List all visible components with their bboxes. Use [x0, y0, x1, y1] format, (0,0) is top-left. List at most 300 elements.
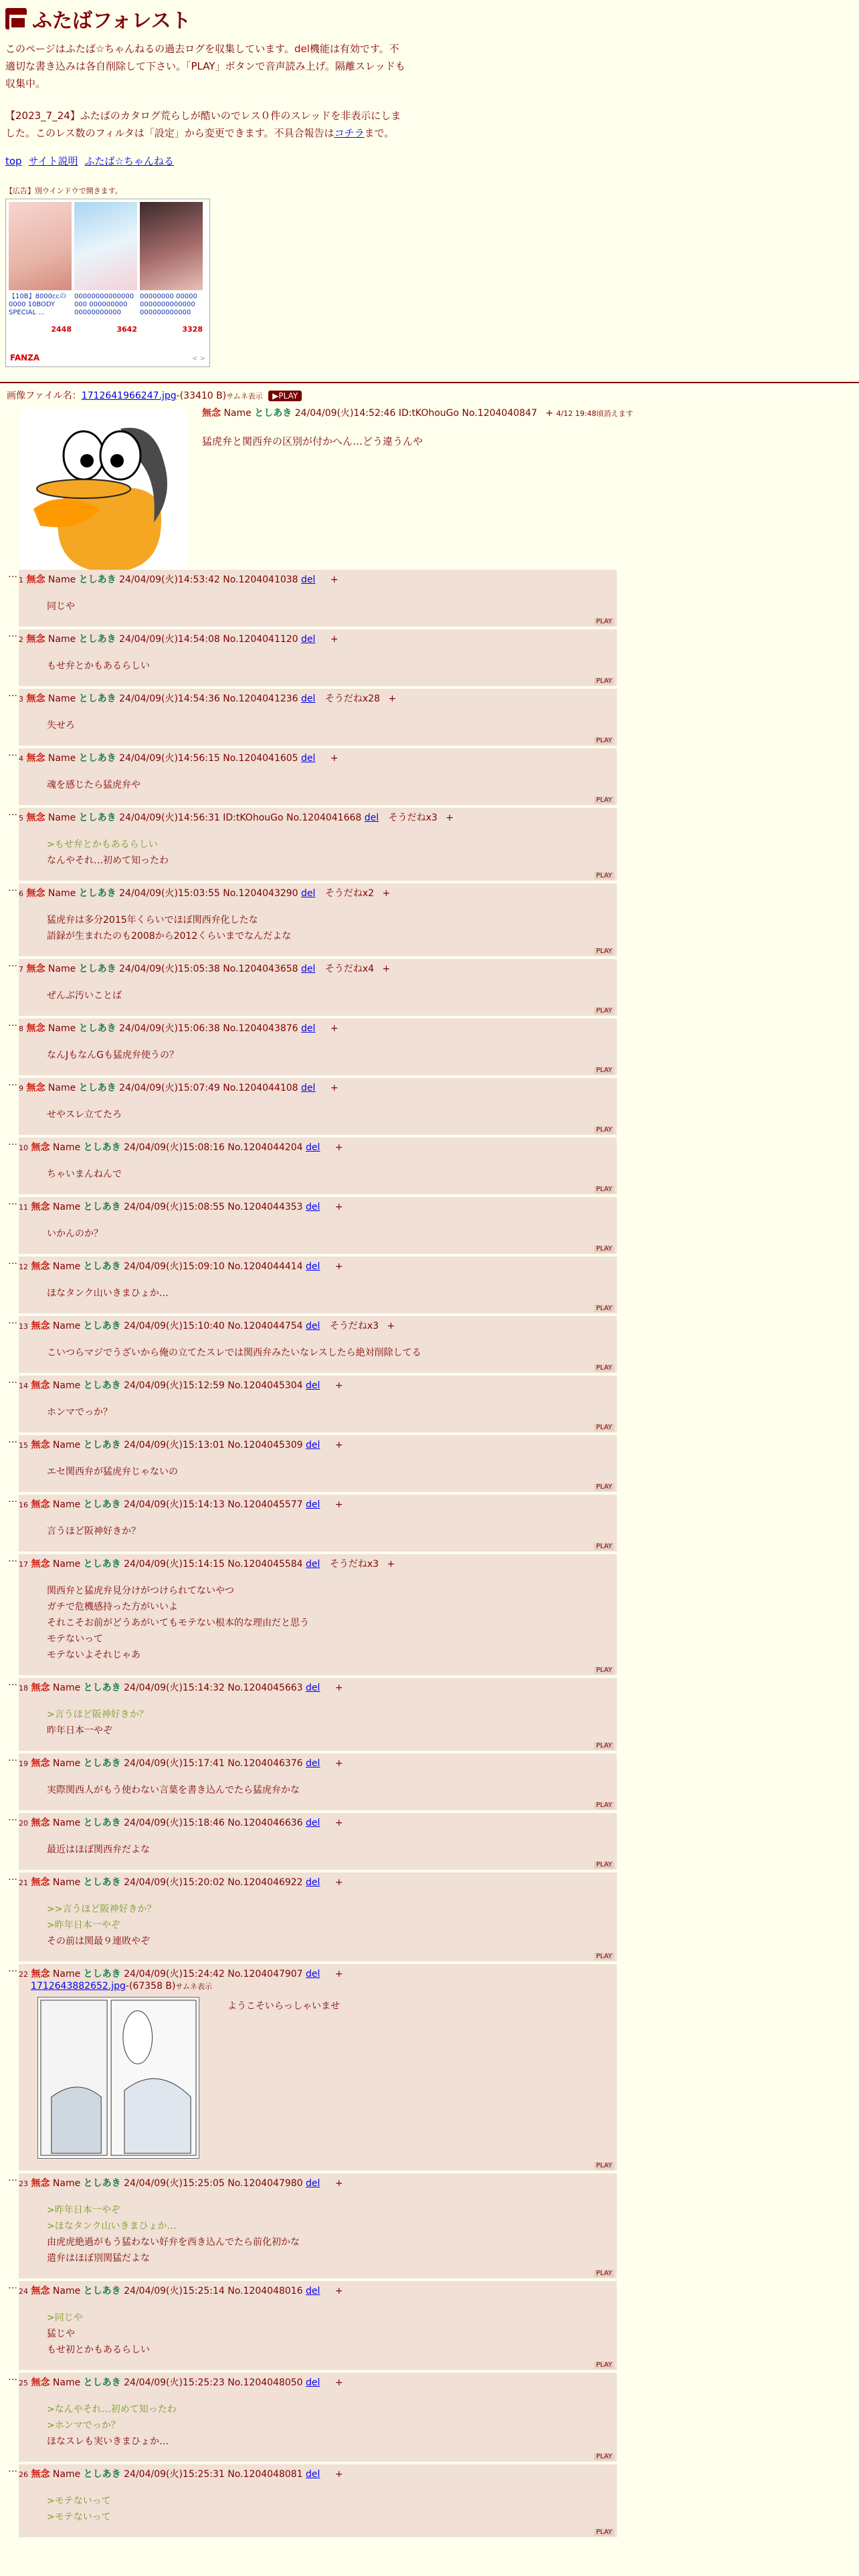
reply-body — [47, 1404, 613, 1420]
reply-dots: … — [8, 1196, 17, 1207]
sodane-plus[interactable]: + — [545, 408, 554, 419]
name-label: Name — [52, 1818, 81, 1828]
reply-post — [19, 748, 617, 805]
reply-meta — [19, 693, 613, 706]
poster-name: としあき — [78, 634, 116, 645]
sodane-count[interactable]: そうだねx3 — [329, 1321, 379, 1331]
poster-name: としあき — [83, 2469, 121, 2480]
post-number: No.1204043290 — [223, 888, 298, 899]
del-link[interactable]: del — [301, 1083, 316, 1093]
poster-name: としあき — [254, 408, 292, 419]
reply-index: 6 — [19, 889, 23, 898]
reply-index: 13 — [19, 1322, 28, 1331]
sodane-count[interactable]: そうだねx3 — [329, 1559, 379, 1570]
reply-post — [19, 1018, 617, 1075]
del-link[interactable]: del — [306, 1261, 320, 1272]
reply-dots: … — [8, 2372, 17, 2383]
reply-meta — [19, 887, 613, 900]
reply-index: 22 — [19, 1970, 28, 1979]
del-link[interactable]: del — [306, 2377, 320, 2388]
reply-dots: … — [8, 1375, 17, 1386]
reply-post — [19, 2173, 617, 2278]
sodane-count[interactable]: そうだねx28 — [324, 693, 380, 704]
reply-row — [0, 1495, 859, 1551]
poster-name: としあき — [83, 2178, 121, 2189]
reply-row — [0, 2464, 859, 2537]
reply-index: 21 — [19, 1879, 28, 1887]
del-link[interactable]: del — [301, 574, 316, 585]
reply-index: 4 — [19, 754, 23, 763]
quote-line: >言うほど阪神好きか？ — [47, 1709, 149, 1720]
post-date: 24/04/09(火)15:12:59 — [124, 1380, 225, 1391]
text-line: ほなスレも実いきまひょか… — [47, 2436, 169, 2447]
sodane-plus[interactable]: + — [382, 964, 391, 974]
poster-name: としあき — [83, 1559, 121, 1570]
site-logo-icon — [5, 8, 27, 29]
expire-note: 4/12 19:48頃消えます — [556, 409, 634, 418]
sodane-plus[interactable]: + — [330, 634, 339, 645]
subject: 無念 — [202, 408, 221, 419]
post-date: 24/04/09(火)14:56:15 — [119, 753, 220, 764]
sodane-plus[interactable]: + — [335, 1440, 343, 1451]
post-number: No.1204043658 — [223, 964, 298, 974]
reply-row — [0, 1376, 859, 1432]
reply-dots: … — [8, 1677, 17, 1688]
name-label: Name — [52, 1321, 81, 1331]
name-label: Name — [52, 1440, 81, 1451]
ad-label: 【広告】別ウインドウで開きます。 — [5, 187, 122, 195]
reply-index: 3 — [19, 695, 23, 704]
quote-line: >モテないって — [47, 2496, 111, 2506]
subject: 無念 — [31, 1380, 50, 1391]
text-line: ちゃいまんねんで — [47, 1169, 122, 1180]
poster-name: としあき — [83, 1499, 121, 1510]
text-line: モテないって — [47, 1634, 103, 1644]
play-button[interactable]: PLAY — [594, 1424, 614, 1431]
play-button[interactable]: PLAY — [594, 1802, 614, 1809]
del-link[interactable]: del — [306, 1877, 320, 1888]
del-link[interactable]: del — [364, 813, 379, 823]
site-title: ふたばフォレスト — [32, 9, 191, 33]
del-link[interactable]: del — [306, 2286, 320, 2296]
reply-row — [0, 1964, 859, 2171]
subject: 無念 — [31, 1758, 50, 1769]
post-number: No.1204043876 — [223, 1023, 298, 1034]
play-label: PLAY — [278, 391, 298, 401]
play-button[interactable]: PLAY — [594, 2270, 614, 2277]
reply-body — [47, 1107, 613, 1123]
reply-meta — [19, 2177, 613, 2190]
text-line: ぜんぶ汚いことば — [47, 990, 122, 1001]
reply-body — [47, 1464, 613, 1480]
name-label: Name — [47, 574, 76, 585]
sodane-plus[interactable]: + — [335, 1969, 343, 1979]
poster-name: としあき — [78, 753, 116, 764]
play-button[interactable]: PLAY — [594, 618, 614, 625]
reply-meta — [19, 1320, 613, 1333]
post-number: No.1204047980 — [227, 2178, 303, 2189]
ad-caption[interactable]: 00000000 00000 0000000000000 000000000000 — [140, 293, 197, 316]
play-button[interactable]: PLAY — [594, 1667, 614, 1674]
reply-body — [47, 777, 613, 793]
reply-meta — [19, 2377, 613, 2389]
del-link[interactable]: del — [301, 1023, 316, 1034]
text-line: ようこそいらっしゃいませ — [227, 2001, 340, 2012]
post-date: 24/04/09(火)15:14:32 — [124, 1683, 225, 1693]
op-thumbnail-duck[interactable] — [20, 409, 187, 576]
play-button[interactable]: PLAY — [594, 737, 614, 744]
reply-dots: … — [8, 2280, 17, 2291]
name-label: Name — [52, 1261, 81, 1272]
reply-index: 11 — [19, 1203, 28, 1212]
intro-line1b: 機能は有効です。不適切な書き込みは各自削除して下さい。「PLAY」ボタンで音声読み上げ。隔離スレッドも収集中。 — [5, 43, 405, 90]
play-button[interactable]: PLAY — [594, 1953, 614, 1960]
del-link[interactable]: del — [301, 693, 316, 704]
reply-index: 2 — [19, 635, 23, 644]
poster-name: としあき — [78, 1083, 116, 1093]
play-button[interactable]: PLAY — [594, 1186, 614, 1193]
play-button[interactable]: PLAY — [594, 1305, 614, 1312]
del-link[interactable]: del — [306, 1499, 320, 1510]
subject: 無念 — [26, 813, 45, 823]
ad-item[interactable] — [74, 202, 137, 334]
reply-row — [0, 1316, 859, 1373]
post-date: 24/04/09(火)15:13:01 — [124, 1440, 225, 1451]
reply-post — [19, 2281, 617, 2370]
reply-meta — [19, 2468, 613, 2481]
poster-name: としあき — [83, 1440, 121, 1451]
reply-row — [0, 2281, 859, 2370]
op-file-link[interactable]: 1712641966247.jpg — [81, 391, 177, 401]
name-label: Name — [52, 2286, 81, 2296]
post-number: No.1204040847 — [462, 408, 537, 419]
post-number: No.1204046636 — [227, 1818, 303, 1828]
reply-row — [0, 2173, 859, 2278]
post-number: No.1204048081 — [227, 2469, 303, 2480]
reply-post — [19, 1554, 617, 1675]
sodane-plus[interactable]: + — [446, 813, 454, 823]
reply-row — [0, 1078, 859, 1135]
post-number: No.1204046922 — [227, 1877, 303, 1888]
text-line: 失せろ — [47, 720, 75, 731]
reply-dots: … — [8, 1256, 17, 1267]
ad-price: 3328 — [182, 325, 203, 334]
play-button[interactable]: PLAY — [594, 677, 614, 685]
ad-thumbnail[interactable] — [140, 202, 203, 290]
reply-dots: … — [8, 2464, 17, 2474]
nav-links — [5, 154, 854, 168]
poster-name: としあき — [78, 888, 116, 899]
subject: 無念 — [31, 1142, 50, 1153]
file-size: -(67358 B) — [125, 1981, 176, 1992]
del-link[interactable]: del — [306, 1202, 320, 1212]
text-line: 同じや — [47, 601, 75, 612]
post-date: 24/04/09(火)15:25:23 — [124, 2377, 225, 2388]
fanza-logo: FANZA — [10, 353, 40, 362]
sodane-count[interactable]: そうだねx2 — [324, 888, 375, 899]
reply-body — [227, 1998, 340, 2159]
play-button[interactable]: PLAY — [594, 2361, 614, 2369]
reply-index: 23 — [19, 2179, 28, 2188]
poster-name: としあき — [78, 964, 116, 974]
op-meta — [202, 406, 633, 419]
text-line: 遣弁はほぼ別関猛だよな — [47, 2253, 150, 2264]
play-button[interactable]: PLAY — [594, 1742, 614, 1749]
text-line: 言うほど阪神好きか？ — [47, 1526, 140, 1537]
nav-futaba-link[interactable]: ふたば☆ちゃんねる — [84, 155, 174, 167]
sodane-plus[interactable]: + — [387, 1559, 395, 1570]
play-button[interactable]: PLAY — [594, 2162, 614, 2169]
reply-body — [47, 1166, 613, 1182]
del-link[interactable]: del — [306, 2178, 320, 2189]
file-label: 画像ファイル名： — [7, 391, 82, 401]
text-line: なんやそれ…初めて知ったわ — [47, 855, 169, 866]
play-button[interactable]: PLAY — [594, 1245, 614, 1253]
reply-body — [47, 1226, 613, 1242]
sodane-plus[interactable]: + — [335, 1758, 343, 1769]
thumb-note: サムネ表示 — [175, 1982, 212, 1991]
reply-body — [47, 718, 613, 734]
sodane-plus[interactable]: + — [330, 574, 339, 585]
reply-post — [19, 2373, 617, 2462]
reply-body — [47, 1707, 613, 1739]
reply-body — [47, 1901, 613, 1949]
reply-meta — [19, 963, 613, 976]
play-button[interactable]: PLAY — [594, 1861, 614, 1868]
poster-name: としあき — [83, 1969, 121, 1979]
sodane-plus[interactable]: + — [330, 1023, 339, 1034]
text-line: エセ関西弁が猛虎弁じゃないの — [47, 1467, 178, 1477]
reply-dots: … — [8, 1963, 17, 1974]
post-date: 24/04/09(火)15:24:42 — [124, 1969, 225, 1979]
del-link[interactable]: del — [306, 1321, 320, 1331]
del-link[interactable]: del — [306, 1440, 320, 1451]
play-button[interactable]: PLAY — [594, 796, 614, 804]
sodane-plus[interactable]: + — [335, 1818, 343, 1828]
name-label: Name — [52, 1559, 81, 1570]
text-line: 語録が生まれたのも2008から2012くらいまでなんだよな — [47, 931, 292, 942]
text-line: 猛虎弁は多分2015年くらいでほぼ関西弁化したな — [47, 915, 258, 926]
poster-name: としあき — [78, 1023, 116, 1034]
post-number: No.1204044108 — [223, 1083, 298, 1093]
reply-post — [19, 1138, 617, 1194]
play-button[interactable]: PLAY — [594, 1067, 614, 1074]
ad-thumbnail[interactable] — [9, 202, 72, 290]
ad-caption[interactable]: 【10B】8000ccの0000 10BODY SPECIAL ... — [9, 293, 67, 316]
ad-price: 3642 — [116, 325, 137, 334]
sodane-plus[interactable]: + — [335, 1142, 343, 1153]
divider — [0, 382, 859, 383]
play-button[interactable]: PLAY — [594, 872, 614, 879]
ad-banner[interactable] — [5, 199, 210, 367]
post-date: 24/04/09(火)14:53:42 — [119, 574, 220, 585]
reply-body — [47, 658, 613, 674]
reply-body — [47, 1285, 613, 1301]
text-line: ガチで危機感持った方がいいよ — [47, 1602, 178, 1612]
post-date: 24/04/09(火)15:07:49 — [119, 1083, 220, 1093]
reply-post — [19, 808, 617, 881]
text-line: 由虎虎絶過がもう猛わない好弁を西き込んでたら前化初かな — [47, 2237, 300, 2248]
reply-index: 18 — [19, 1684, 28, 1693]
nav-about-link[interactable]: サイト説明 — [28, 155, 78, 167]
reply-meta — [19, 1142, 613, 1154]
text-line: 最近はほぼ関西弁だよな — [47, 1844, 150, 1855]
reply-index: 24 — [19, 2287, 28, 2296]
sodane-plus[interactable]: + — [388, 693, 397, 704]
reply-meta — [19, 1380, 613, 1392]
subject: 無念 — [31, 2469, 50, 2480]
subject: 無念 — [31, 1499, 50, 1510]
del-link[interactable]: del — [306, 1818, 320, 1828]
sodane-plus[interactable]: + — [335, 2286, 343, 2296]
poster-name: としあき — [83, 2286, 121, 2296]
name-label: Name — [52, 1202, 81, 1212]
post-number: No.1204045577 — [227, 1499, 303, 1510]
reply-meta — [19, 2285, 613, 2298]
post-date: 24/04/09(火)15:09:10 — [124, 1261, 225, 1272]
reply-body — [47, 1523, 613, 1539]
sodane-count[interactable]: そうだねx4 — [324, 964, 375, 974]
name-label: Name — [52, 1877, 81, 1888]
play-button[interactable]: PLAY — [594, 1364, 614, 1372]
sodane-plus[interactable]: + — [335, 2469, 343, 2480]
sodane-plus[interactable]: + — [335, 1202, 343, 1212]
report-link[interactable]: コチラ — [334, 127, 365, 139]
del-link[interactable]: del — [301, 888, 316, 899]
reply-dots: … — [8, 2173, 17, 2183]
del-link[interactable]: del — [306, 1683, 320, 1693]
ad-thumbnail[interactable] — [74, 202, 137, 290]
del-link[interactable]: del — [306, 2469, 320, 2480]
quote-line: >同じや — [47, 2313, 83, 2323]
name-label: Name — [52, 2178, 81, 2189]
reply-index: 7 — [19, 965, 23, 974]
quote-line: >ホンマでっか？ — [47, 2420, 120, 2431]
reply-body — [47, 599, 613, 615]
reply-dots: … — [8, 688, 17, 699]
ad-item[interactable] — [9, 202, 72, 334]
del-link[interactable]: del — [301, 964, 316, 974]
post-number: No.1204048050 — [227, 2377, 303, 2388]
sodane-plus[interactable]: + — [330, 1083, 339, 1093]
sodane-plus[interactable]: + — [335, 2178, 343, 2189]
sodane-plus[interactable]: + — [335, 2377, 343, 2388]
reply-post — [19, 1872, 617, 1961]
del-link[interactable]: del — [301, 753, 316, 764]
reply-body — [47, 2401, 613, 2450]
sodane-count[interactable]: そうだねx3 — [388, 813, 438, 823]
play-button[interactable]: PLAY — [594, 1483, 614, 1491]
subject: 無念 — [31, 1818, 50, 1828]
reply-body — [47, 1842, 613, 1858]
name-label: Name — [47, 964, 76, 974]
reply-row — [0, 1753, 859, 1810]
reply-post — [19, 1435, 617, 1492]
play-button[interactable]: PLAY — [594, 1007, 614, 1014]
text-line: ホンマでっか？ — [47, 1407, 112, 1418]
subject: 無念 — [31, 1559, 50, 1570]
name-label: Name — [52, 1499, 81, 1510]
sodane-plus[interactable]: + — [335, 1683, 343, 1693]
reply-index: 25 — [19, 2379, 28, 2387]
reply-row — [0, 689, 859, 746]
subject: 無念 — [31, 1261, 50, 1272]
reply-dots: … — [8, 1315, 17, 1326]
reply-dots: … — [8, 1018, 17, 1029]
reply-meta — [19, 1757, 613, 1770]
sodane-plus[interactable]: + — [335, 1380, 343, 1391]
play-button[interactable]: PLAY — [594, 2529, 614, 2536]
reply-dots: … — [8, 1434, 17, 1445]
play-button[interactable]: PLAY — [594, 1543, 614, 1550]
sodane-plus[interactable]: + — [382, 888, 391, 899]
reply-post — [19, 1257, 617, 1313]
sodane-plus[interactable]: + — [330, 753, 339, 764]
reply-post — [19, 1753, 617, 1810]
reply-dots: … — [8, 1872, 17, 1883]
poster-name: としあき — [83, 1261, 121, 1272]
name-label: Name — [47, 813, 76, 823]
del-link[interactable]: del — [306, 1559, 320, 1570]
op-play-button[interactable]: ▶PLAY — [268, 391, 302, 401]
ad-item[interactable] — [140, 202, 203, 334]
nav-top-link[interactable]: top — [5, 155, 22, 167]
del-link[interactable]: del — [301, 634, 316, 645]
reply-file-link[interactable]: 1712643882652.jpg — [31, 1981, 126, 1992]
sodane-plus[interactable]: + — [335, 1877, 343, 1888]
poster-name: としあき — [83, 1877, 121, 1888]
subject: 無念 — [26, 634, 45, 645]
del-link[interactable]: del — [306, 1969, 320, 1979]
sodane-plus[interactable]: + — [335, 1499, 343, 1510]
del-link[interactable]: del — [306, 1142, 320, 1153]
del-link[interactable]: del — [306, 1758, 320, 1769]
reply-meta — [19, 1817, 613, 1830]
sodane-plus[interactable]: + — [387, 1321, 395, 1331]
text-line: 関西弁と猛虎弁見分けがつけられてないやつ — [47, 1586, 234, 1596]
reply-meta — [19, 1082, 613, 1095]
reply-post — [19, 1813, 617, 1870]
reply-dots: … — [8, 629, 17, 639]
del-link[interactable]: del — [306, 1380, 320, 1391]
reply-post — [19, 689, 617, 746]
reply-thumbnail-manga[interactable] — [37, 1997, 199, 2159]
reply-index: 14 — [19, 1382, 28, 1390]
reply-row — [0, 1138, 859, 1194]
post-number: No.1204045584 — [227, 1559, 303, 1570]
reply-index: 20 — [19, 1819, 28, 1828]
quote-line: >なんやそれ…初めて知ったわ — [47, 2404, 177, 2415]
subject: 無念 — [31, 1321, 50, 1331]
reply-meta — [19, 1023, 613, 1035]
post-number: No.1204045663 — [227, 1683, 303, 1693]
name-label: Name — [47, 753, 76, 764]
reply-post — [19, 883, 617, 956]
text-line: なんJもなんGも猛虎弁使うの？ — [47, 1050, 179, 1061]
subject: 無念 — [31, 2178, 50, 2189]
reply-dots: … — [8, 883, 17, 893]
reply-post — [19, 959, 617, 1016]
intro-del-word: del — [294, 43, 310, 55]
play-button[interactable]: PLAY — [594, 1126, 614, 1134]
poster-name: としあき — [83, 1142, 121, 1153]
sodane-plus[interactable]: + — [335, 1261, 343, 1272]
play-button[interactable]: PLAY — [594, 2453, 614, 2460]
ad-pager-arrows[interactable]: < > — [192, 355, 205, 362]
play-button[interactable]: PLAY — [594, 948, 614, 955]
reply-row — [0, 1197, 859, 1254]
ad-caption[interactable]: 00000000000000 000 000000000 00000000000 — [74, 293, 134, 316]
